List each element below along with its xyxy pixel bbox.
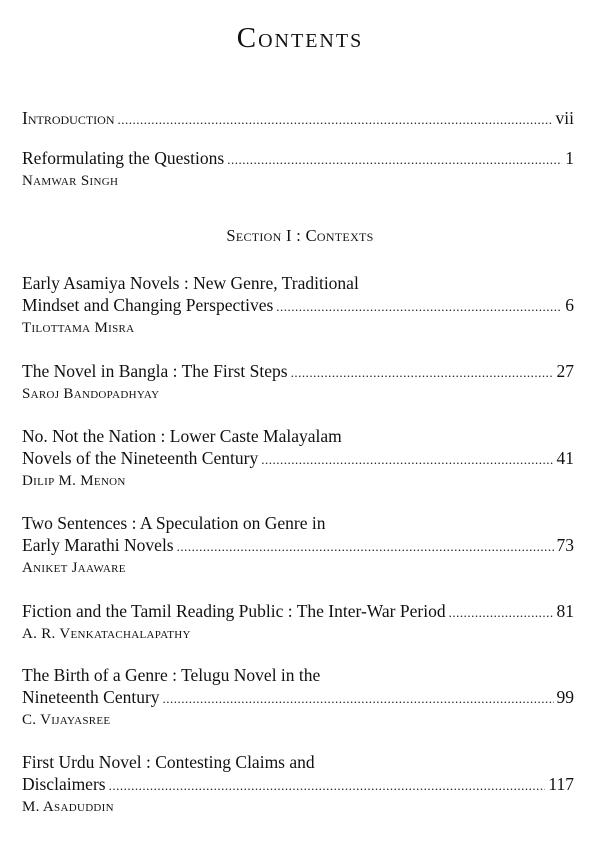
toc-page-number: 6 [565, 295, 574, 315]
toc-author: Namwar Singh [22, 173, 119, 189]
toc-page-number: 81 [556, 601, 574, 621]
toc-entry-title: Reformulating the Questions [22, 148, 225, 168]
toc-page-number: 99 [556, 687, 574, 707]
dot-leader [291, 362, 554, 384]
toc-entry-title: The Novel in Bangla : The First Steps [22, 361, 288, 381]
dot-leader [261, 449, 553, 471]
toc-page-number: 73 [556, 535, 574, 555]
toc-entry-title-line: Disclaimers [22, 774, 106, 794]
section-heading: Section I : Contexts [226, 226, 374, 245]
toc-author: A. R. Venkatachalapathy [22, 626, 191, 642]
toc-page-number: 27 [556, 361, 574, 381]
dot-leader [276, 296, 562, 318]
page-title: Contents [236, 22, 364, 54]
toc-entry-title-line: First Urdu Novel : Contesting Claims and [22, 752, 315, 772]
toc-entry[interactable] [22, 272, 574, 338]
dot-leader [118, 109, 553, 131]
toc-author: C. Vijayasree [22, 712, 111, 728]
toc-entry[interactable] [22, 512, 574, 578]
toc-entry-title: Fiction and the Tamil Reading Public : The Inter-War Period [22, 601, 446, 621]
toc-entry-title-line: Mindset and Changing Perspectives [22, 295, 274, 315]
toc-page-number: 117 [548, 774, 574, 794]
dot-leader [109, 775, 546, 797]
toc-entry-title-line: Nineteenth Century [22, 687, 160, 707]
toc-author: M. Asaduddin [22, 799, 114, 815]
toc-entry-title: Introduction [22, 108, 115, 128]
dot-leader [163, 688, 554, 710]
toc-entry-title-line: The Birth of a Genre : Telugu Novel in the [22, 665, 321, 685]
toc-page-number: 1 [565, 148, 574, 168]
toc-page-number: 41 [556, 448, 574, 468]
toc-author: Saroj Bandopadhyay [22, 386, 160, 402]
toc-entry[interactable] [22, 425, 574, 491]
toc-entry[interactable] [22, 664, 574, 730]
dot-leader [449, 602, 554, 624]
toc-entry-title-line: No. Not the Nation : Lower Caste Malayalam [22, 426, 342, 446]
toc-entry[interactable] [22, 751, 574, 817]
dot-leader [227, 149, 562, 171]
toc-page-number: vii [555, 108, 574, 128]
toc-entry-title-line: Novels of the Nineteenth Century [22, 448, 259, 468]
dot-leader [177, 536, 554, 558]
toc-entry[interactable] [22, 360, 574, 404]
toc-entry[interactable] [22, 600, 574, 644]
toc-entry-introduction[interactable] [22, 107, 574, 131]
toc-entry-title-line: Early Asamiya Novels : New Genre, Traditional [22, 273, 359, 293]
toc-entry-title-line: Early Marathi Novels [22, 535, 174, 555]
toc-entry-title-line: Two Sentences : A Speculation on Genre in [22, 513, 326, 533]
toc-author: Dilip M. Menon [22, 473, 126, 489]
toc-author: Tilottama Misra [22, 320, 135, 336]
toc-entry[interactable] [22, 147, 574, 191]
toc-author: Aniket Jaaware [22, 560, 126, 576]
